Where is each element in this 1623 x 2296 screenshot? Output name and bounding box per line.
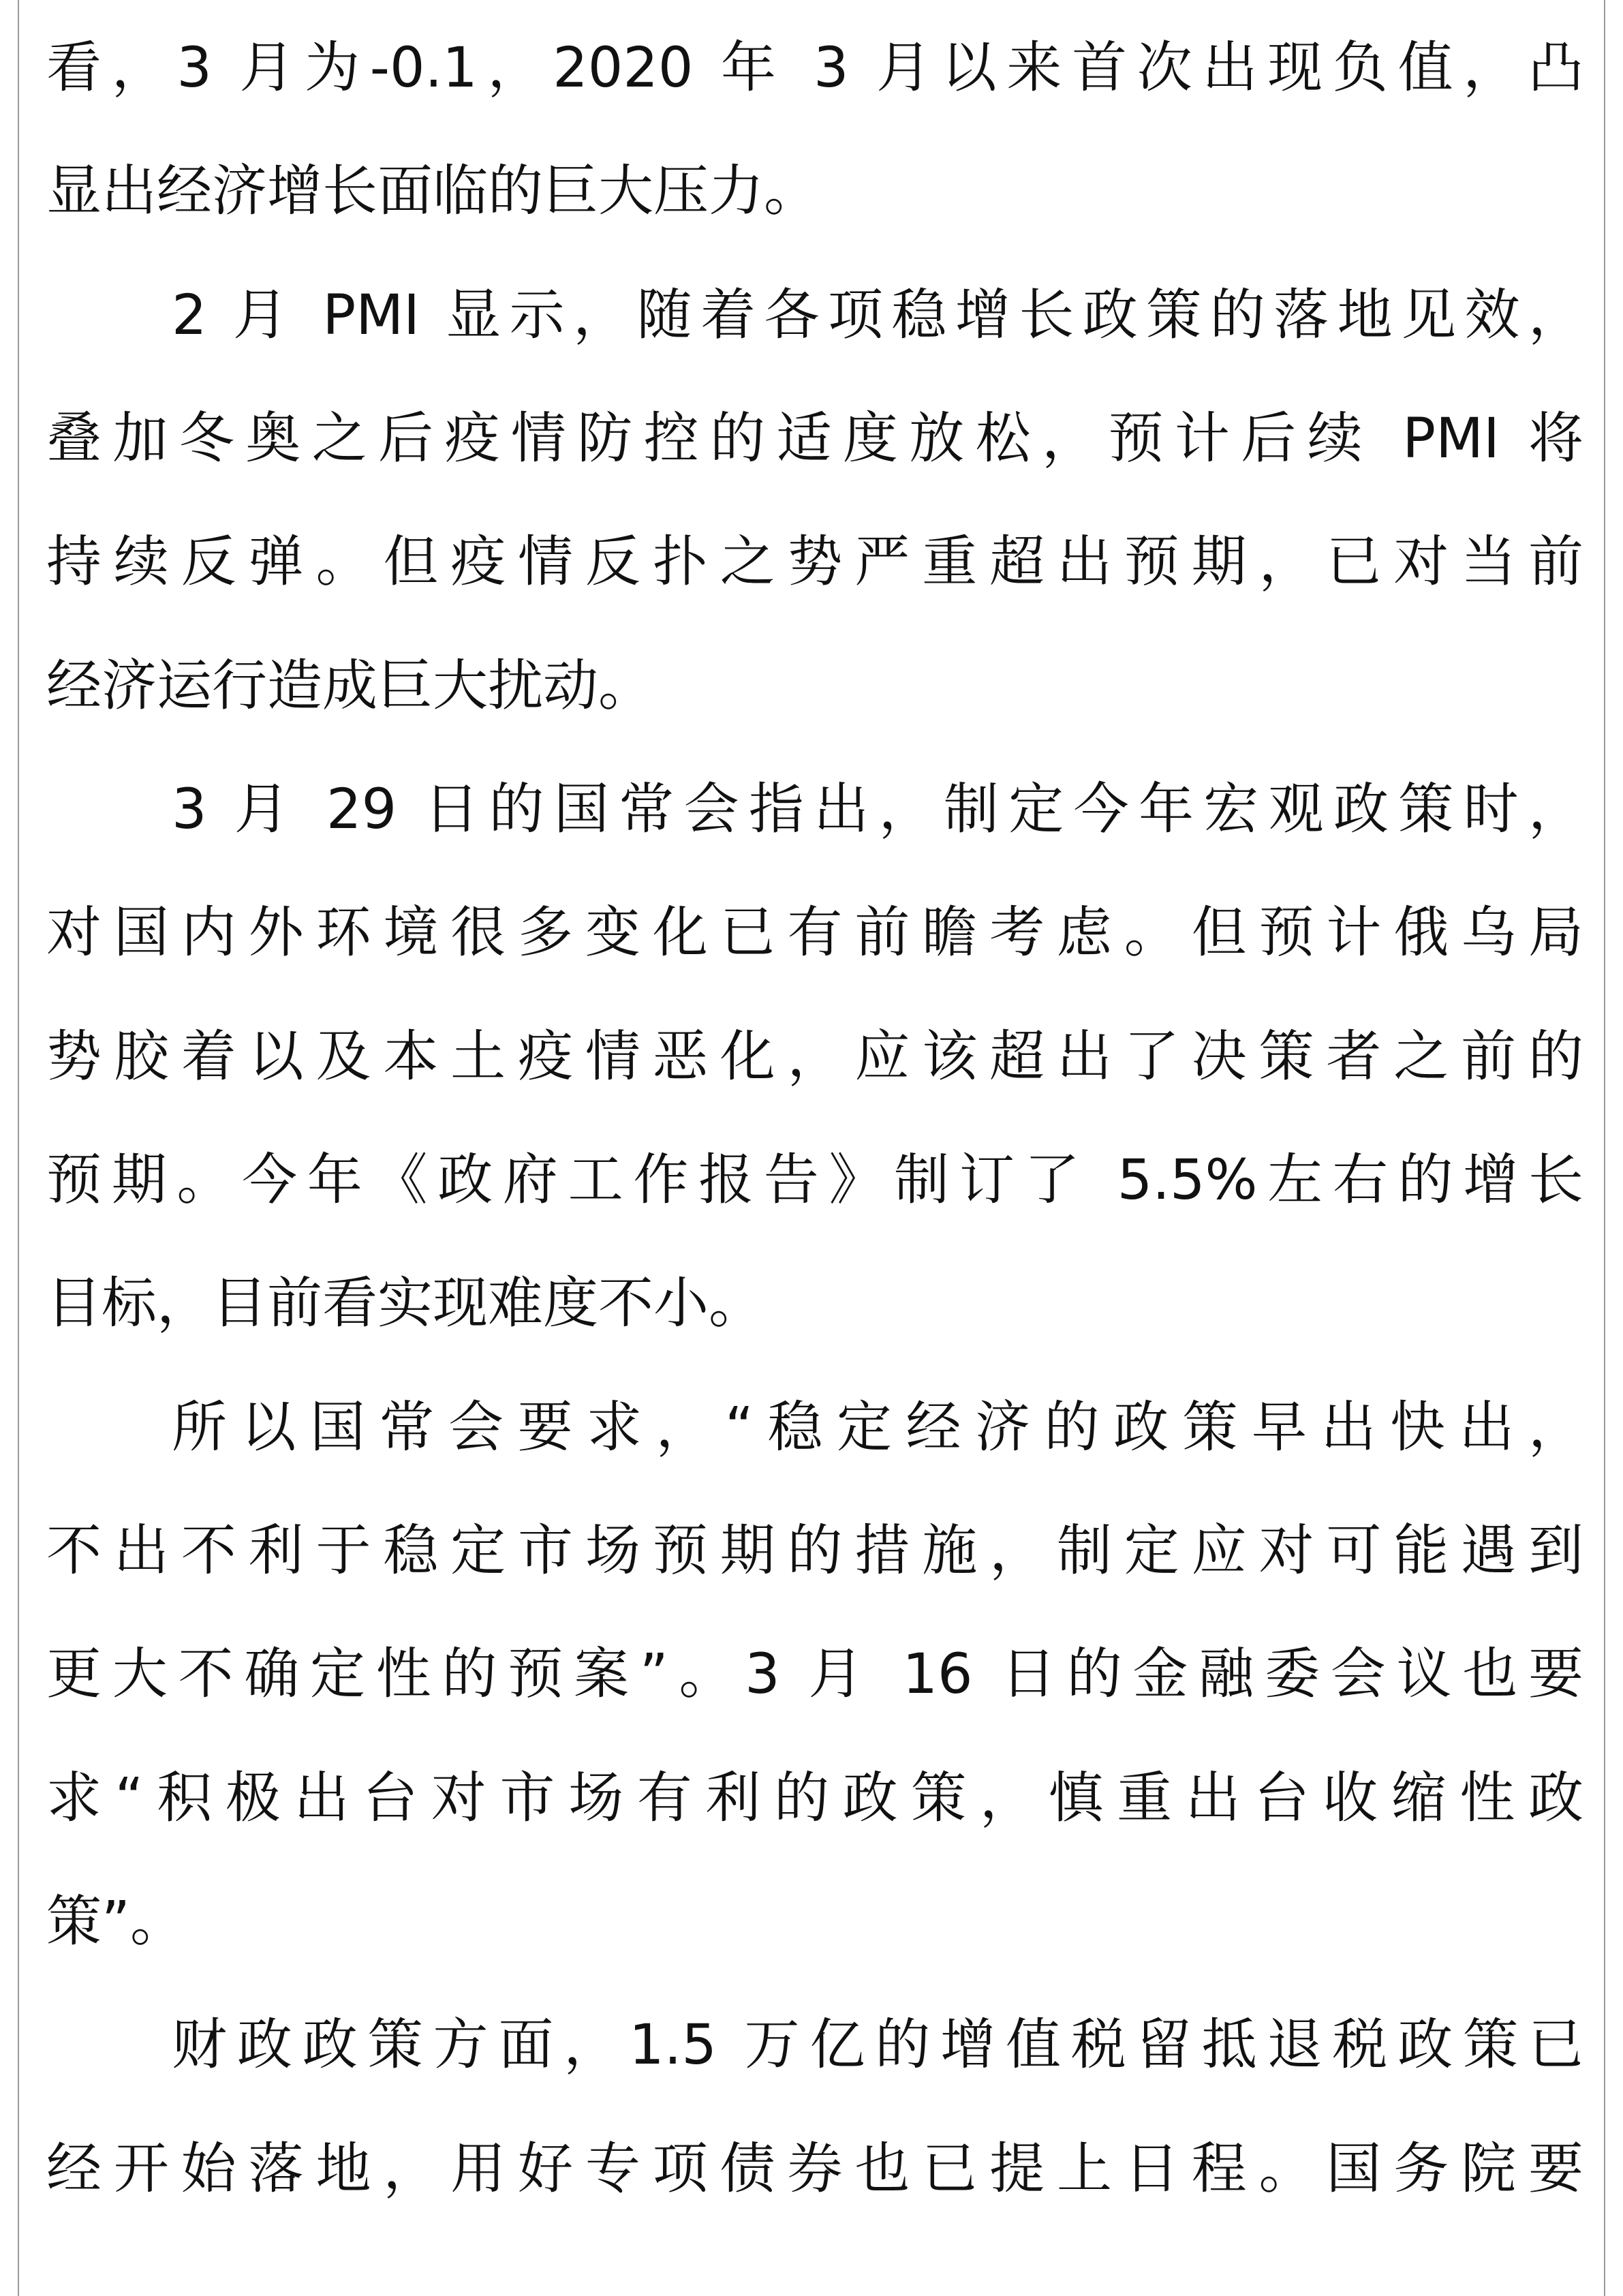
text-line: 经济运行造成巨大扰动。 xyxy=(46,654,654,718)
text-line: 看，3 月为-0.1，2020 年 3 月以来首次出现负值，凸 xyxy=(46,36,1583,100)
paragraph-first-line: 3 月 29 日的国常会指出，制定今年宏观政策时， xyxy=(172,778,1583,842)
page-right-border xyxy=(1604,0,1605,2296)
text-line: 更大不确定性的预案”。3 月 16 日的金融委会议也要 xyxy=(46,1642,1583,1706)
paragraph-first-line: 2 月 PMI 显示，随着各项稳增长政策的落地见效， xyxy=(172,284,1583,348)
text-line: 策”。 xyxy=(46,1890,185,1954)
text-line: 势胶着以及本土疫情恶化，应该超出了决策者之前的 xyxy=(46,1025,1583,1089)
text-line: 目标，目前看实现难度不小。 xyxy=(46,1272,764,1336)
text-line: 持续反弹。但疫情反扑之势严重超出预期，已对当前 xyxy=(46,530,1583,594)
text-line: 对国内外环境很多变化已有前瞻考虑。但预计俄乌局 xyxy=(46,901,1583,965)
text-line: 显出经济增长面临的巨大压力。 xyxy=(46,159,820,224)
text-line: 叠加冬奥之后疫情防控的适度放松，预计后续 PMI 将 xyxy=(46,407,1583,471)
text-line: 求“积极出台对市场有利的政策，慎重出台收缩性政 xyxy=(46,1766,1583,1831)
text-line: 不出不利于稳定市场预期的措施，制定应对可能遇到 xyxy=(46,1519,1583,1583)
paragraph-first-line: 所以国常会要求，“稳定经济的政策早出快出， xyxy=(172,1396,1583,1460)
text-line: 经开始落地，用好专项债券也已提上日程。国务院要 xyxy=(46,2137,1583,2201)
text-line: 预期。今年《政府工作报告》制订了 5.5%左右的增长 xyxy=(46,1148,1583,1212)
page-left-border xyxy=(18,0,19,2296)
paragraph-first-line: 财政政策方面，1.5 万亿的增值税留抵退税政策已 xyxy=(172,2013,1583,2077)
